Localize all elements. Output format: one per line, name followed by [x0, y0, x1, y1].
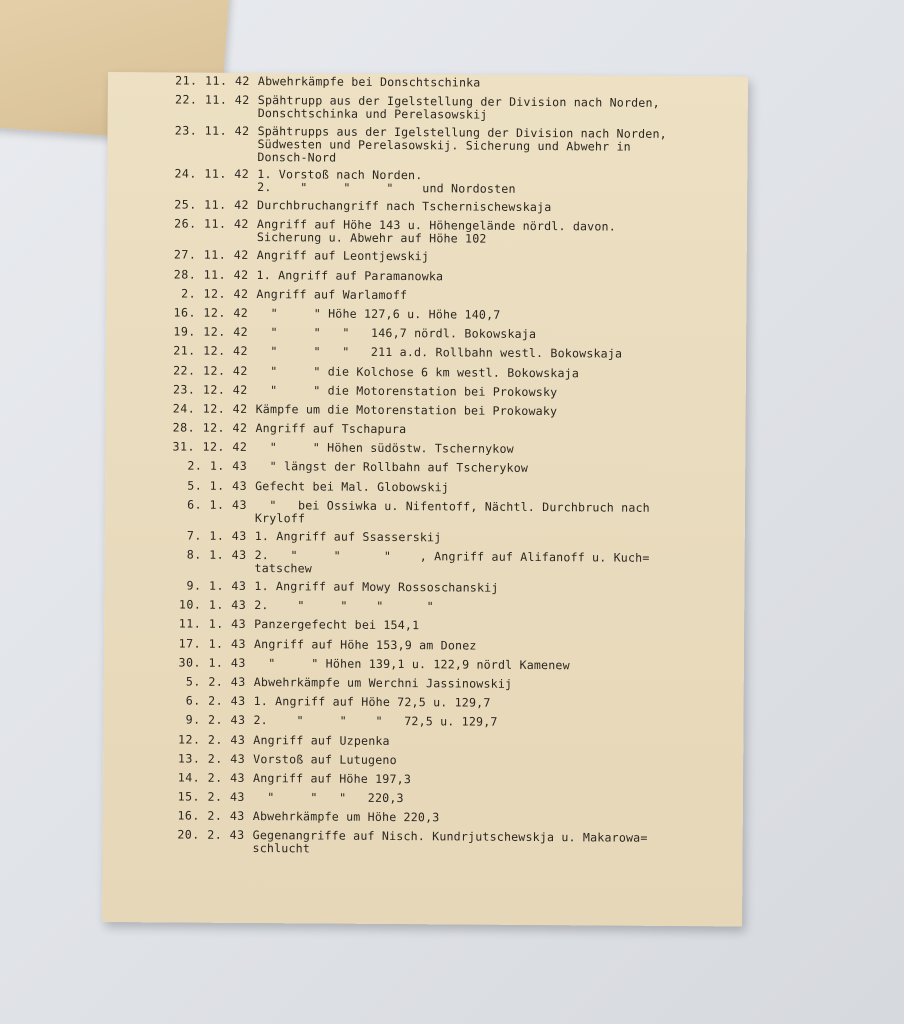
- entries-list: [103, 74, 748, 864]
- entry-text: Angriff auf Warlamoff: [256, 286, 408, 302]
- entry-text: Vorstoß auf Lutugeno: [253, 751, 397, 767]
- entry-date: 21. 11. 42: [175, 73, 250, 88]
- entry-text: 1. Angriff auf Paramanowka: [256, 267, 444, 283]
- entry-date: 15. 2. 43: [177, 789, 245, 805]
- entry-text: 1. Angriff auf Mowy Rossoschanskij: [254, 579, 499, 595]
- entry-date: 11. 1. 43: [178, 616, 247, 632]
- entry-text: Durchbruchangriff nach Tschernischewskaja: [257, 198, 552, 215]
- entry-text: " bei Ossiwka u. Nifentoff, Nächtl. Durchbruch nach Kryloff: [254, 497, 650, 526]
- entry-date: 14. 2. 43: [177, 770, 246, 785]
- entry-text: " " " 220,3: [252, 790, 404, 806]
- entry-row: [107, 124, 747, 171]
- entry-date: 23. 12. 42: [172, 382, 248, 397]
- entry-text: " " " 211 a.d. Rollbahn westl. Bokowskaja: [256, 344, 623, 361]
- entry-date: 6. 1. 43: [187, 497, 248, 512]
- entry-date: 2. 12. 42: [181, 286, 249, 301]
- entry-text: 2. " " " ": [254, 598, 434, 614]
- entry-date: 28. 11. 42: [173, 267, 249, 282]
- entry-text: " " Höhen 139,1 u. 122,9 nördl Kamenew: [253, 655, 570, 672]
- entry-date: 6. 2. 43: [185, 693, 246, 709]
- entry-date: 31. 12. 42: [172, 439, 248, 455]
- entry-text: Angriff auf Höhe 153,9 am Donez: [253, 636, 477, 653]
- entry-text: " " " 146,7 nördl. Bokowskaja: [256, 325, 537, 342]
- entry-text: Angriff auf Höhe 143 u. Höhengelände nördl. davon. Sicherung u. Abwehr auf Höhe 102: [256, 217, 616, 247]
- typed-document-sheet: [102, 72, 748, 926]
- entry-date: 9. 1. 43: [186, 578, 247, 593]
- entry-text: " " Höhen südöstw. Tschernykow: [255, 440, 514, 457]
- entry-text: Gefecht bei Mal. Globowskij: [255, 478, 450, 495]
- entry-text: Kämpfe um die Motorenstation bei Prokowaky: [255, 401, 558, 419]
- entry-date: 10. 1. 43: [178, 597, 247, 613]
- entry-text: " " die Kolchose 6 km westl. Bokowskaja: [255, 363, 580, 380]
- entry-text: Angriff auf Uzpenka: [253, 732, 390, 748]
- entry-text: Panzergefecht bei 154,1: [254, 617, 420, 633]
- entry-text: Abwehrkämpfe um Höhe 220,3: [252, 809, 440, 825]
- entry-date: 23. 11. 42: [174, 123, 250, 139]
- entry-date: 22. 11. 42: [174, 92, 250, 108]
- entry-date: 16. 2. 43: [177, 808, 245, 824]
- entry-text: " längst der Rollbahn auf Tscherykow: [255, 459, 529, 476]
- entry-text: Abwehrkämpfe bei Donschtschinka: [257, 74, 481, 90]
- entry-date: 7. 1. 43: [186, 528, 247, 543]
- entry-text: " " die Motorenstation bei Prokowsky: [255, 382, 558, 399]
- entry-date: 5. 2. 43: [185, 674, 246, 689]
- entry-text: Gegenangriffe auf Nisch. Kundrjutschewskja u. Makarowa= schlucht: [252, 828, 648, 856]
- entry-date: 26. 11. 42: [174, 216, 249, 232]
- entry-text: Spähtrupp aus der Igelstellung der Division nach Norden, Donschtschinka und Perelasowskij: [257, 93, 660, 122]
- entry-date: 13. 2. 43: [177, 751, 246, 766]
- entry-text: 2. " " " , Angriff auf Alifanoff u. Kuch= tatschew: [254, 548, 650, 576]
- entry-date: 8. 1. 43: [186, 547, 247, 562]
- entry-date: 5. 1. 43: [187, 478, 248, 493]
- entry-date: 20. 2. 43: [177, 827, 245, 843]
- entry-date: 2. 1. 43: [187, 459, 248, 474]
- entry-text: Spähtrupps aus der Igelstellung der Division nach Norden, Südwesten und Perelasowskij. Sicherung und Abwehr in Donsch-Nord: [257, 124, 667, 165]
- entry-date: 22. 12. 42: [173, 362, 248, 378]
- entry-date: 19. 12. 42: [173, 324, 249, 340]
- entry-date: 24. 12. 42: [172, 401, 248, 416]
- entry-text: 1. Angriff auf Höhe 72,5 u. 129,7: [253, 694, 491, 710]
- entry-text: Angriff auf Höhe 197,3: [253, 770, 412, 787]
- entry-row: [103, 828, 743, 863]
- entry-text: 2. " " " 72,5 u. 129,7: [253, 713, 498, 730]
- entry-date: 16. 12. 42: [173, 305, 249, 320]
- entry-date: 27. 11. 42: [173, 247, 249, 263]
- entry-date: 24. 11. 42: [174, 166, 250, 182]
- entry-date: 17. 1. 43: [178, 636, 247, 651]
- entry-date: 30. 1. 43: [178, 655, 246, 670]
- entry-text: 1. Vorstoß nach Norden. 2. " " " und Nordosten: [257, 167, 516, 197]
- entry-text: 1. Angriff auf Ssasserskij: [254, 528, 442, 545]
- entry-date: 12. 2. 43: [177, 732, 246, 747]
- entry-date: 25. 11. 42: [174, 197, 250, 213]
- entry-text: Angriff auf Tschapura: [255, 421, 407, 437]
- entry-text: Angriff auf Leontjewskij: [256, 248, 430, 264]
- entry-date: 9. 2. 43: [185, 712, 246, 728]
- entry-date: 28. 12. 42: [172, 420, 248, 436]
- entry-text: Abwehrkämpfe um Werchni Jassinowskij: [253, 674, 513, 691]
- entry-date: 21. 12. 42: [173, 343, 249, 359]
- entry-text: " " Höhe 127,6 u. Höhe 140,7: [256, 305, 501, 322]
